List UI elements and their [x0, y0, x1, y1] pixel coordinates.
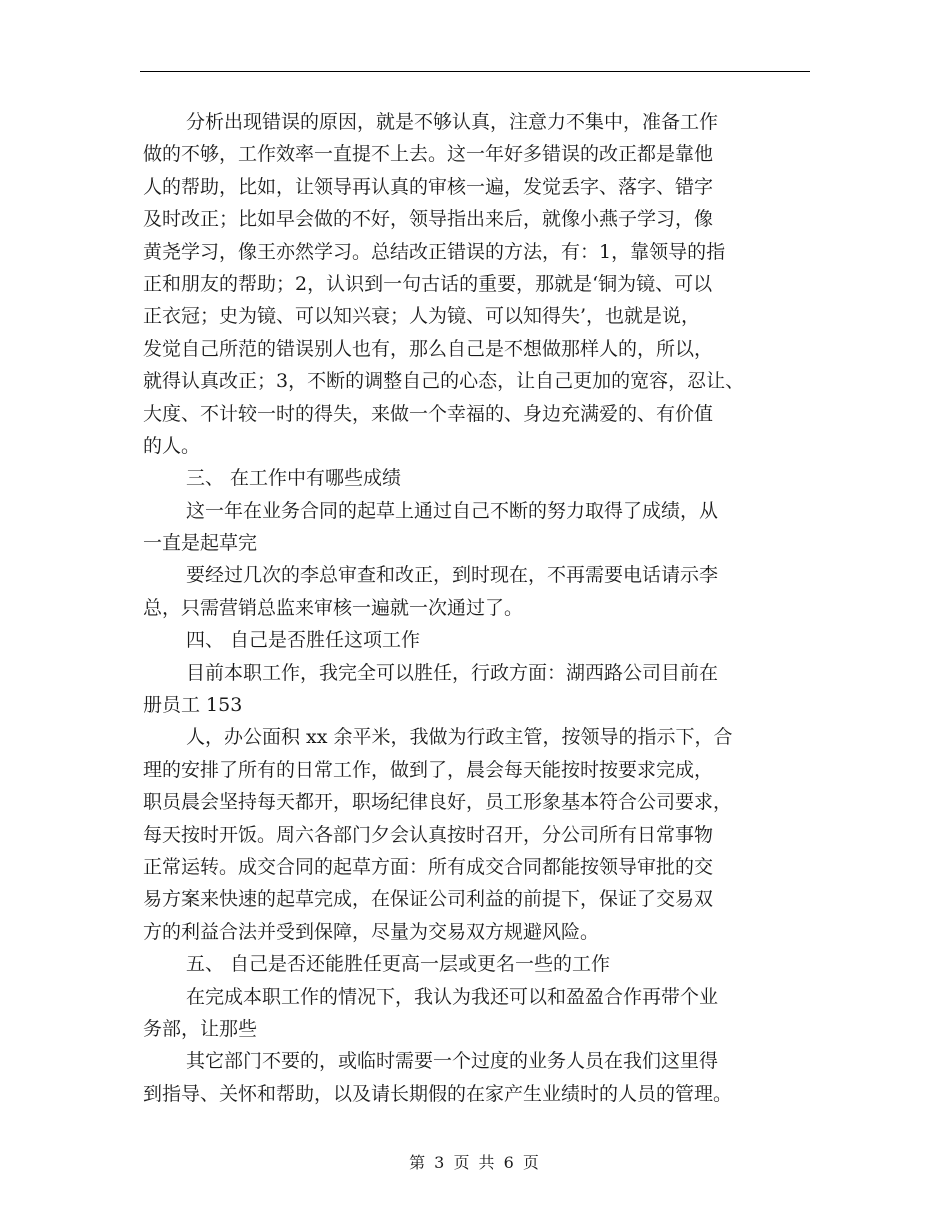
text-line: 三、 在工作中有哪些成绩 — [186, 467, 402, 490]
text-line: 正衣冠；史为镜、可以知兴衰；人为镜、可以知得失’，也就是说， — [143, 305, 701, 328]
text-line: 要经过几次的李总审查和改正，到时现在，不再需要电话请示李 — [186, 564, 719, 587]
text-line: 大度、不计较一时的得失，来做一个幸福的、身边充满爱的、有价值 — [143, 402, 714, 425]
text-line: 人的帮助，比如，让领导再认真的审核一遍，发觉丢字、落字、错字 — [143, 175, 714, 198]
text-line: 职员晨会坚持每天都开，职场纪律良好，员工形象基本符合公司要求， — [143, 791, 733, 814]
text-line: 正常运转。成交合同的起草方面：所有成交合同都能按领导审批的交 — [143, 855, 714, 878]
text-line: 四、 自己是否胜任这项工作 — [186, 629, 421, 652]
text-line: 一直是起草完 — [143, 532, 258, 555]
text-line: 这一年在业务合同的起草上通过自己不断的努力取得了成绩，从 — [186, 499, 719, 522]
text-line: 易方案来快速的起草完成，在保证公司利益的前提下，保证了交易双 — [143, 888, 714, 911]
text-line: 及时改正；比如早会做的不好，领导指出来后，就像小燕子学习，像 — [143, 208, 714, 231]
text-line: 发觉自己所范的错误别人也有，那么自己是不想做那样人的，所以， — [143, 337, 714, 360]
text-line: 到指导、关怀和帮助，以及请长期假的在家产生业绩时的人员的管理。 — [143, 1082, 733, 1105]
text-line: 在完成本职工作的情况下，我认为我还可以和盈盈合作再带个业 — [186, 985, 719, 1008]
page-footer: 第 3 页 共 6 页 — [409, 1153, 541, 1172]
text-line: 五、 自己是否还能胜任更高一层或更名一些的工作 — [186, 953, 611, 976]
text-line: 每天按时开饭。周六各部门夕会认真按时召开，分公司所有日常事物 — [143, 823, 714, 846]
text-line: 黄尧学习，像王亦然学习。总结改正错误的方法，有：1，靠领导的指 — [143, 240, 726, 263]
text-line: 册员工 153 — [143, 694, 243, 717]
text-line: 正和朋友的帮助；2，认识到一句古话的重要，那就是‘铜为镜、可以 — [143, 272, 713, 295]
text-line: 目前本职工作，我完全可以胜任，行政方面：湖西路公司目前在 — [186, 661, 719, 684]
body-text — [143, 106, 823, 1110]
text-line: 的人。 — [143, 434, 201, 457]
text-line: 人，办公面积 xx 余平米，我做为行政主管，按领导的指示下，合 — [186, 726, 733, 749]
text-line: 做的不够，工作效率一直提不上去。这一年好多错误的改正都是靠他 — [143, 143, 714, 166]
text-line: 分析出现错误的原因，就是不够认真，注意力不集中，准备工作 — [186, 111, 719, 133]
text-line: 理的安排了所有的日常工作，做到了，晨会每天能按时按要求完成， — [143, 758, 714, 781]
header-rule — [140, 71, 810, 72]
text-line: 方的利益合法并受到保障，尽量为交易双方规避风险。 — [143, 920, 600, 943]
text-line: 其它部门不要的，或临时需要一个过度的业务人员在我们这里得 — [186, 1050, 719, 1073]
text-line: 就得认真改正；3，不断的调整自己的心态，让自己更加的宽容，忍让、 — [143, 370, 745, 393]
text-line: 务部，让那些 — [143, 1017, 258, 1040]
text-line: 总，只需营销总监来审核一遍就一次通过了。 — [143, 596, 524, 619]
